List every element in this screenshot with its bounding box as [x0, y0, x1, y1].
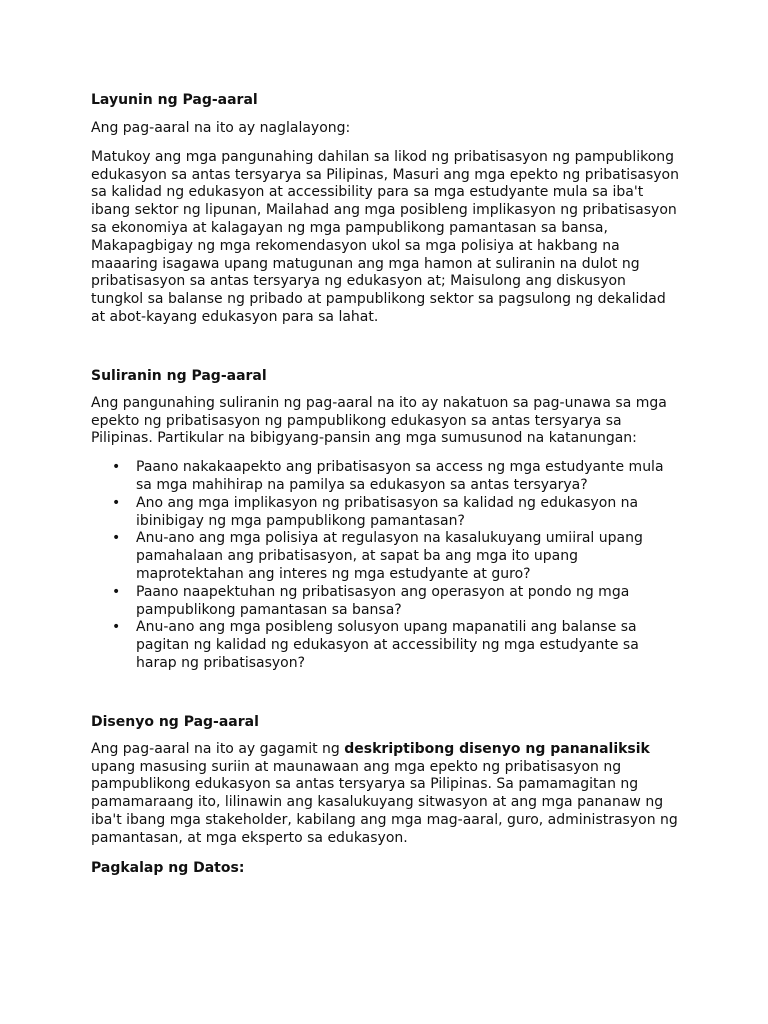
- document-content: [91, 91, 681, 877]
- list-item: [91, 584, 681, 620]
- question-text: Paano nakakaapekto ang pribatisasyon sa access ng mga estudyante mula sa mga mahihirap na pamilya sa edukasyon sa antas tersyarya?: [136, 459, 664, 493]
- list-item: [91, 530, 681, 583]
- suliranin-heading: Suliranin ng Pag-aaral: [91, 367, 267, 384]
- question-text: Paano naapektuhan ng pribatisasyon ang operasyon at pondo ng mga pampublikong pamantasan sa bansa?: [136, 583, 630, 618]
- layunin-body: Matukoy ang mga pangunahing dahilan sa likod ng pribatisasyon ng pampublikong edukasyon sa antas tersyarya sa Pilipinas, Masuri ang mga epekto ng pribatisasyon sa kalidad ng edukasyon at accessibility para sa mga estudyante mula sa iba't ibang sektor ng lipunan, Mailahad ang mga posibleng implikasyon ng pribatisasyon sa ekonomiya at kalagayan ng mga pampublikong pamantasan sa bansa, Makapagbigay ng mga rekomendasyon ukol sa mga polisiya at hakbang na maaaring isagawa upang matugunan ang mga hamon at suliranin na dulot ng pribatisasyon sa antas tersyarya ng edukasyon at; Maisulong ang diskusyon tungkol sa balanse ng pribado at pampublikong sektor sa pagsulong ng dekalidad at abot-kayang edukasyon para sa lahat.: [91, 148, 679, 325]
- bullet-icon: •: [112, 583, 121, 600]
- disenyo-body: [91, 741, 681, 848]
- disenyo-emphasis: deskriptibong disenyo ng pananaliksik: [344, 740, 650, 757]
- question-text: Ano ang mga implikasyon ng pribatisasyon sa kalidad ng edukasyon na ibinibigay ng mga pampublikong pamantasan?: [136, 494, 639, 529]
- disenyo-lead: Ang pag-aaral na ito ay gagamit ng: [91, 740, 345, 757]
- pagkalap-heading: Pagkalap ng Datos:: [91, 859, 245, 876]
- question-text: Anu-ano ang mga polisiya at regulasyon na kasalukuyang umiiral upang pamahalaan ang pribatisasyon, at sapat ba ang mga ito upang maprotektahan ang interes ng mga estudyante at guro?: [136, 530, 643, 582]
- bullet-icon: •: [112, 619, 121, 636]
- suliranin-intro: Ang pangunahing suliranin ng pag-aaral na ito ay nakatuon sa pag-unawa sa mga epekto ng pribatisasyon ng pampublikong edukasyon sa antas tersyarya sa Pilipinas. Partikular na bibigyang-pansin ang mga sumusunod na katanungan:: [91, 394, 667, 447]
- bullet-icon: •: [112, 494, 121, 511]
- disenyo-rest: upang masusing suriin at maunawaan ang mga epekto ng pribatisasyon ng pampublikong edukasyon sa antas tersyarya sa Pilipinas. Sa pamamagitan ng pamamaraang ito, lilinawin ang kasalukuyang sitwasyon at ang mga pananaw ng iba't ibang mga stakeholder, kabilang ang mga mag-aaral, guro, administrasyon ng pamantasan, at mga eksperto sa edukasyon.: [91, 758, 678, 846]
- layunin-intro: Ang pag-aaral na ito ay naglalayong:: [91, 120, 351, 136]
- question-text: Anu-ano ang mga posibleng solusyon upang mapanatili ang balanse sa pagitan ng kalidad ng edukasyon at accessibility ng mga estudyante sa harap ng pribatisasyon?: [136, 619, 639, 671]
- bullet-icon: •: [112, 459, 121, 476]
- disenyo-heading: Disenyo ng Pag-aaral: [91, 713, 259, 730]
- layunin-heading: Layunin ng Pag-aaral: [91, 92, 258, 108]
- list-item: [91, 619, 681, 672]
- list-item: [91, 459, 681, 495]
- bullet-icon: •: [112, 530, 121, 547]
- suliranin-questions-list: [91, 459, 681, 673]
- list-item: [91, 495, 681, 531]
